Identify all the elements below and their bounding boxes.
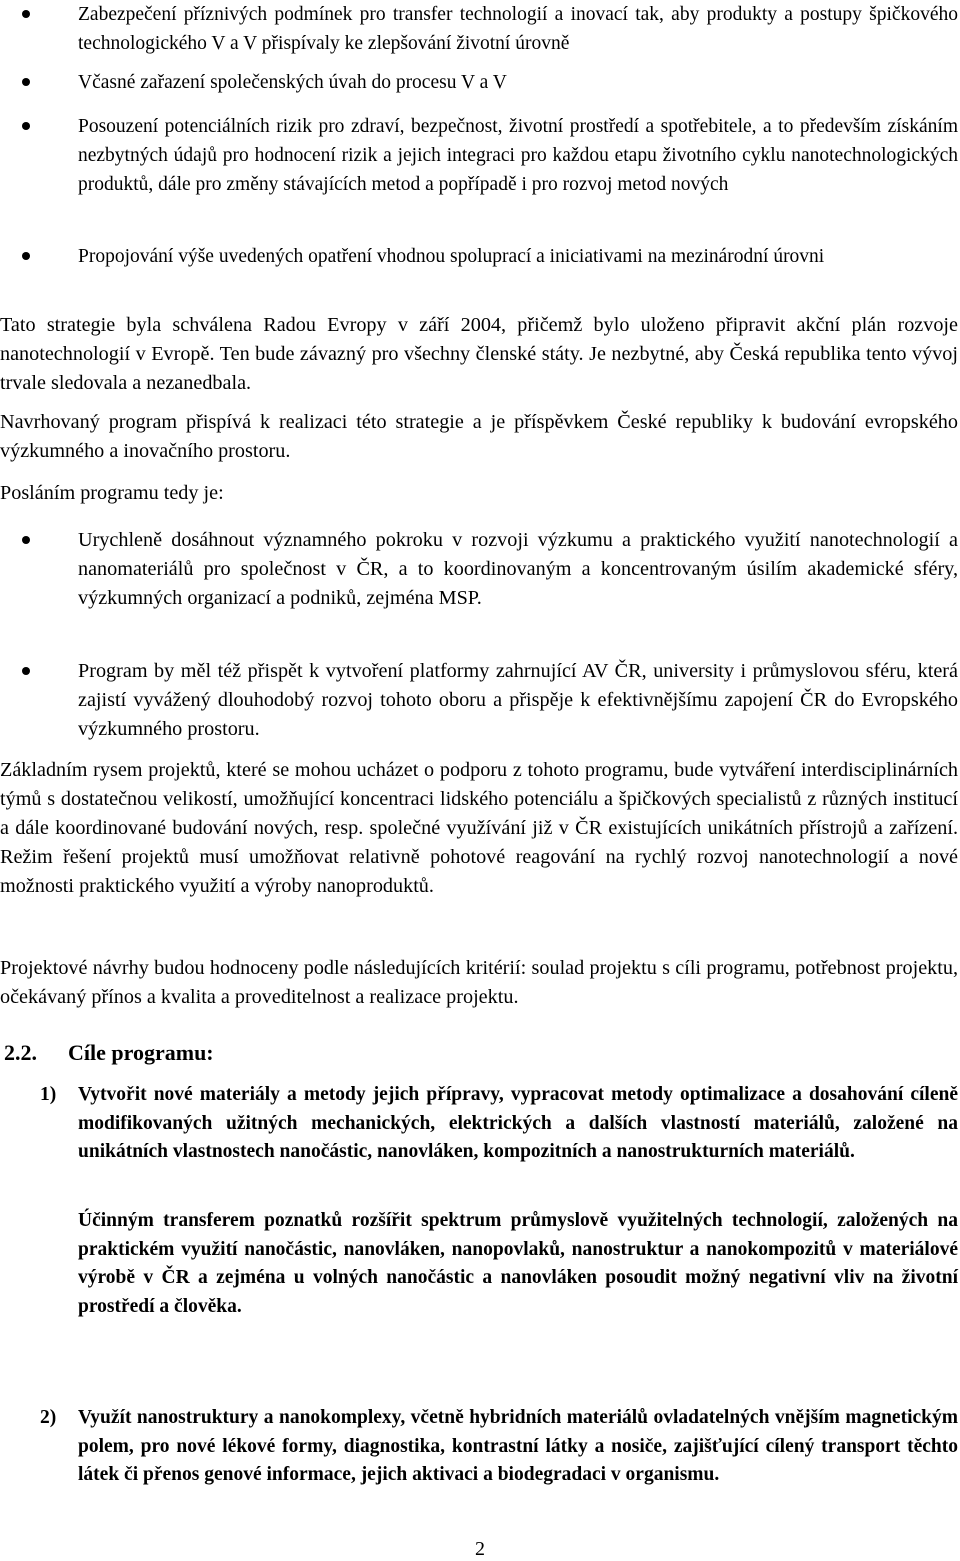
list-item xyxy=(0,68,960,97)
mission-label: Posláním programu tedy je: xyxy=(0,482,224,504)
bullet-text: Zabezpečení příznivých podmínek pro transfer technologií a inovací tak, aby produkty a postupy špičkového technologického V a V přispívaly ke zlepšování životní úrovně xyxy=(78,4,958,54)
list-item xyxy=(0,0,960,58)
paragraph-features: Základním rysem projektů, které se mohou ucházet o podporu z tohoto programu, bude vytváření interdisciplinárních týmů s dostatečnou velikostí, umožňující koncentraci lidského potenciálu a špičkových specialistů z různých institucí a dále koordinované budování nových, resp. společné využívání již v ČR existujících unikátních přístrojů a zařízení. Režim řešení projektů musí umožňovat relativně pohotové reagování na rychlý rozvoj nanotechnologií a nové možnosti praktického využití a výroby nanoproduktů. xyxy=(0,759,958,897)
bullet-icon xyxy=(22,667,30,675)
list-item xyxy=(0,657,960,744)
goal-number: 1) xyxy=(40,1084,57,1105)
bullet-icon xyxy=(22,122,30,130)
goal-number: 2) xyxy=(40,1407,57,1428)
paragraph-criteria: Projektové návrhy budou hodnoceny podle následujících kritérií: soulad projektu s cíli programu, potřebnost projektu, očekávaný přínos a kvalita a proveditelnost a realizace projektu. xyxy=(0,957,958,1008)
list-item xyxy=(0,526,960,642)
paragraph-program: Navrhovaný program přispívá k realizaci této strategie a je příspěvkem České republiky k budování evropského výzkumného a inovačního prostoru. xyxy=(0,411,958,462)
bullet-icon xyxy=(22,536,30,544)
paragraph-strategy: Tato strategie byla schválena Radou Evropy v září 2004, přičemž bylo uloženo připravit akční plán rozvoje nanotechnologií v Evropě. Ten bude závazný pro všechny členské státy. Je nezbytné, aby Česká republika tento vývoj trvale sledovala a nezanedbala. xyxy=(0,314,958,394)
goal-text: Využít nanostruktury a nanokomplexy, včetně hybridních materiálů ovladatelných vnějším magnetickým polem, pro nové lékové formy, diagnostika, kontrastní látky a nosiče, zajišťující cílený transport těchto látek či přenos genové informace, jejich aktivaci a biodegradaci v organismu. xyxy=(78,1407,958,1485)
page-number: 2 xyxy=(475,1538,485,1560)
goal-item xyxy=(0,1404,960,1518)
section-number: 2.2. xyxy=(4,1040,37,1065)
list-item xyxy=(0,242,960,300)
bullet-text: Včasné zařazení společenských úvah do procesu V a V xyxy=(78,72,507,93)
bullet-text: Posouzení potenciálních rizik pro zdraví, bezpečnost, životní prostředí a spotřebitele, a to především získáním nezbytných údajů pro hodnocení rizik a jejich integraci pro každou etapu životního cyklu nanotechnologických produktů, dále pro změny stávajících metod a popřípadě i pro rozvoj metod nových xyxy=(78,116,958,195)
goal-subparagraph xyxy=(0,1207,960,1351)
list-item xyxy=(0,112,960,228)
goal-text: Vytvořit nové materiály a metody jejich přípravy, vypracovat metody optimalizace a dosahování cíleně modifikovaných užitných mechanických, elektrických a dalších vlastností materiálů, založené na unikátních vlastnostech nanočástic, nanovláken, kompozitních a nanostrukturních materiálů. xyxy=(78,1084,958,1162)
goal-text-secondary: Účinným transferem poznatků rozšířit spektrum průmyslově využitelných technologií, založených na praktickém využití nanočástic, nanovláken, nanopovlaků, nanostruktur a nanokompozitů v materiálové výrobě v ČR a zejména u volných nanočástic a nanovláken posoudit možný negativní vliv na životní prostředí a člověka. xyxy=(78,1210,958,1317)
bullet-text: Program by měl též přispět k vytvoření platformy zahrnující AV ČR, university i průmyslovou sféru, která zajistí vyvážený dlouhodobý rozvoj tohoto oboru a přispěje k efektivnějšímu zapojení ČR do Evropského výzkumného prostoru. xyxy=(78,660,958,740)
section-title: Cíle programu: xyxy=(68,1040,214,1065)
section-heading xyxy=(0,1040,960,1070)
bullet-text: Propojování výše uvedených opatření vhodnou spoluprací a iniciativami na mezinárodní úrovni xyxy=(78,246,825,267)
bullet-icon xyxy=(22,10,30,18)
bullet-icon xyxy=(22,252,30,260)
bullet-icon xyxy=(22,78,30,86)
bullet-text: Urychleně dosáhnout významného pokroku v rozvoji výzkumu a praktického využití nanotechnologií a nanomateriálů pro společnost v ČR, a to koordinovaným a koncentrovaným úsilím akademické sféry, výzkumných organizací a podniků, zejména MSP. xyxy=(78,529,958,609)
goal-item xyxy=(0,1081,960,1195)
